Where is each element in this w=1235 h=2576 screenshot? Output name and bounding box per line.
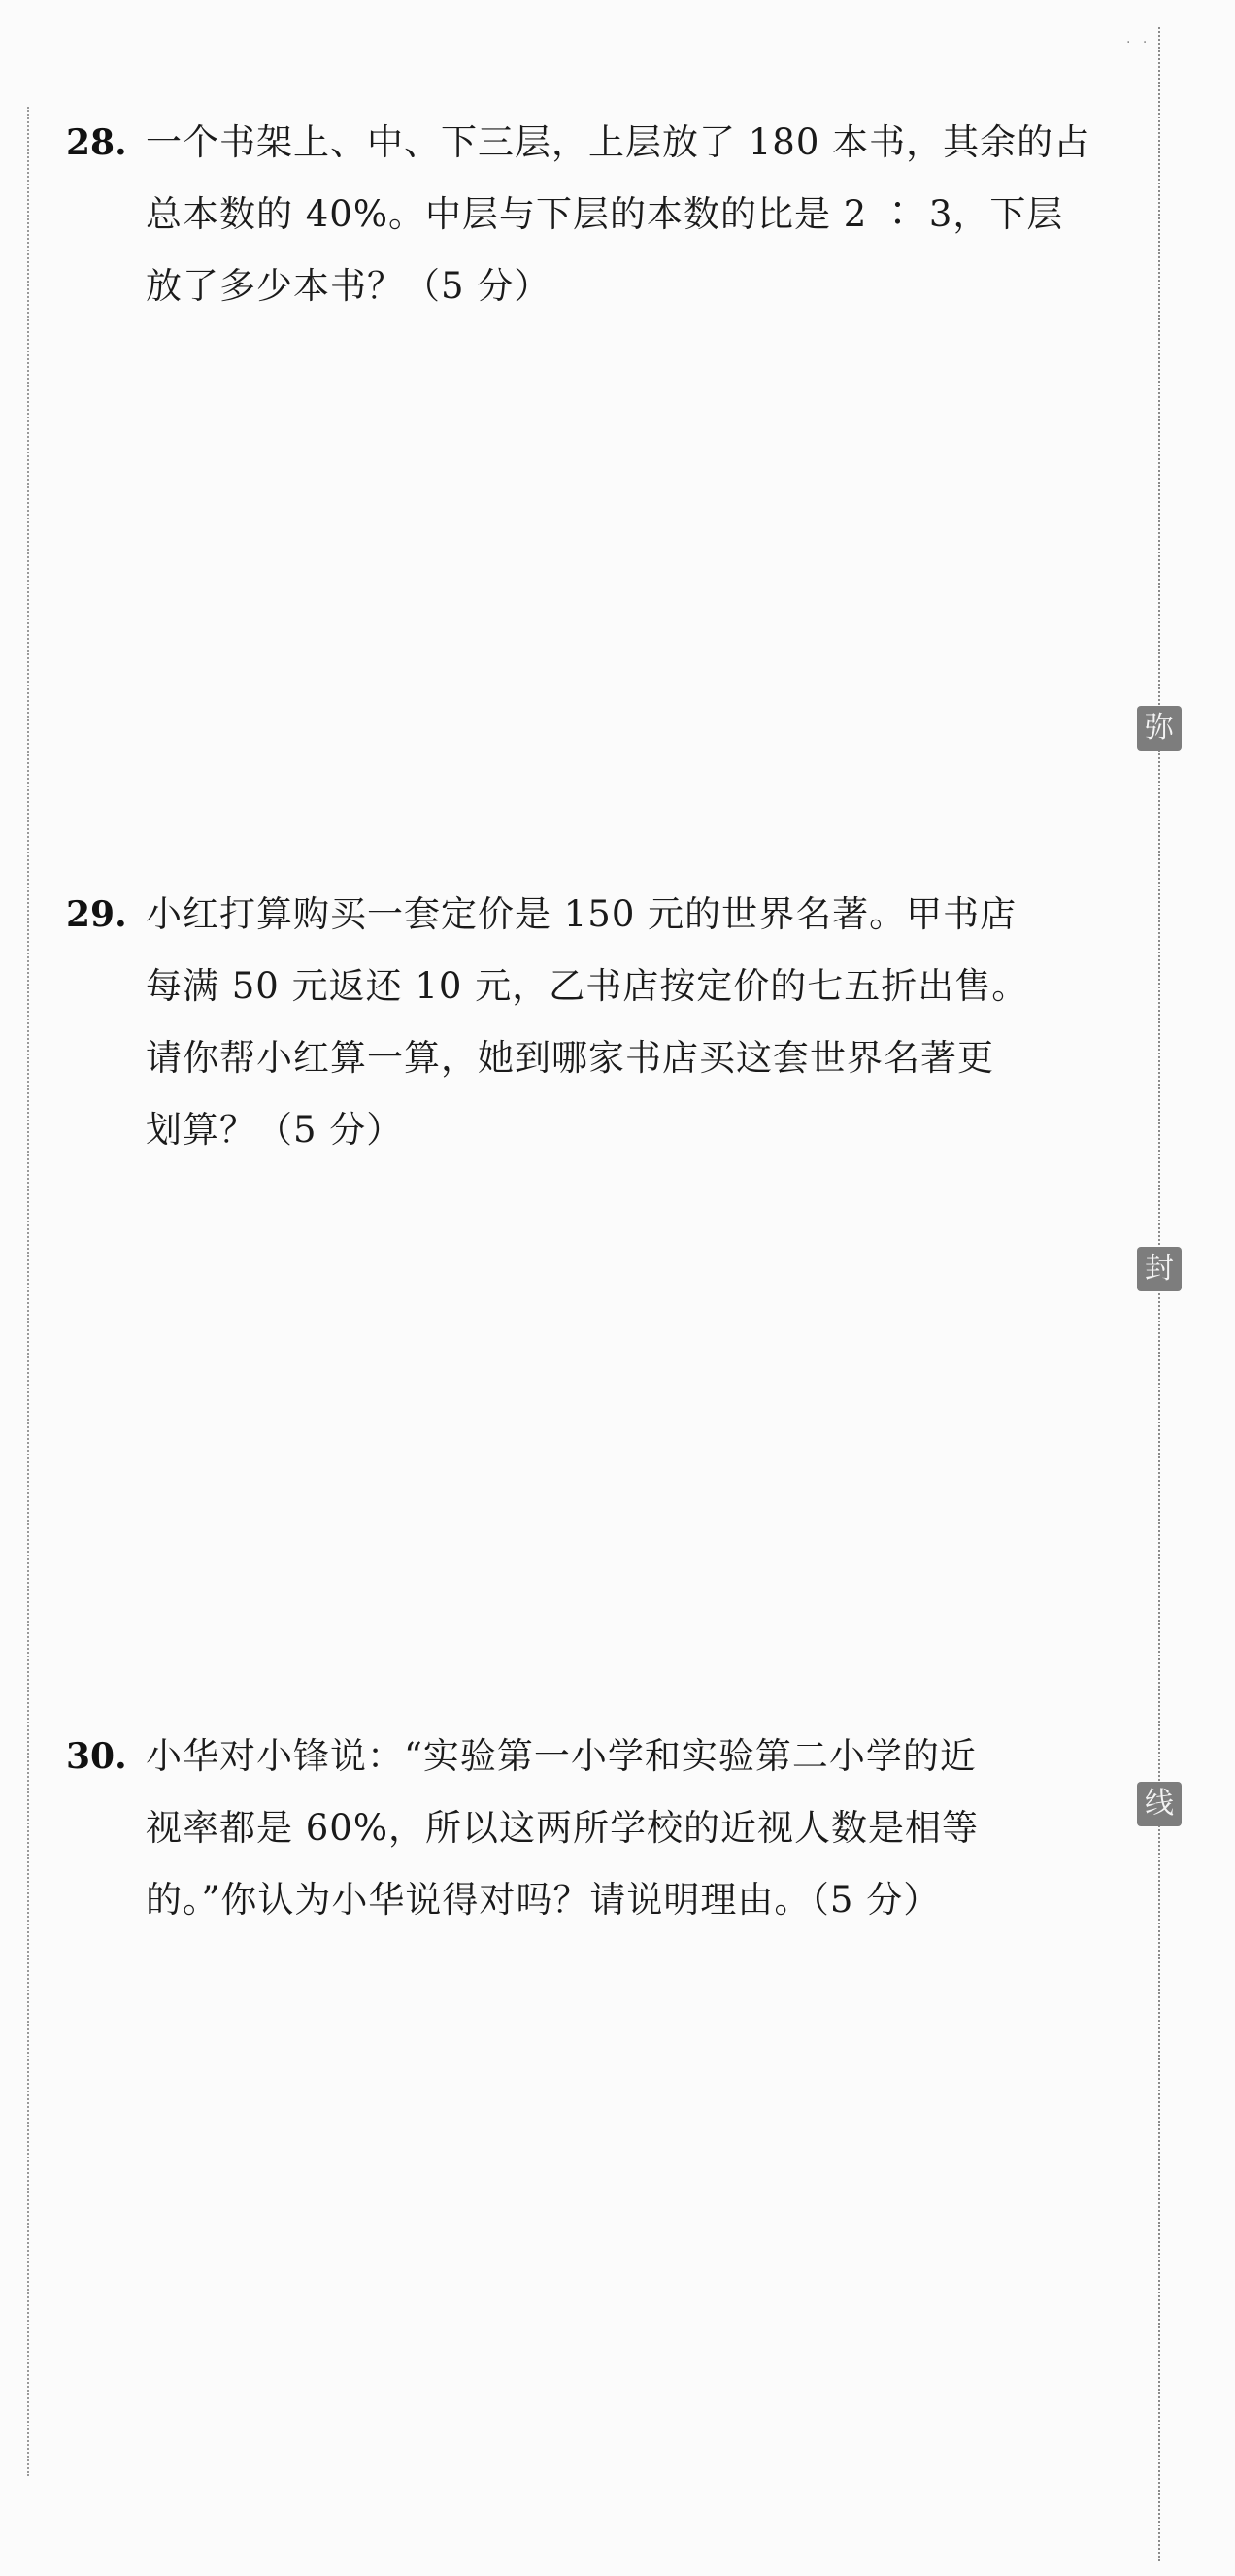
binding-dotted-line xyxy=(1158,27,1160,2561)
question-line: 一个书架上、中、下三层，上层放了 180 本书，其余的占 xyxy=(146,121,1091,163)
question-text xyxy=(146,107,1110,322)
question-line: 请你帮小红算一算，她到哪家书店买这套世界名著更 xyxy=(146,1037,994,1079)
question-text xyxy=(146,1721,1110,1936)
left-margin-dotted-line xyxy=(27,107,29,2476)
corner-mark: · · xyxy=(1126,35,1152,50)
question-number: 28. xyxy=(66,122,127,163)
binding-tag-line: 线 xyxy=(1137,1782,1182,1826)
question-number: 29. xyxy=(66,894,127,935)
question-text xyxy=(146,879,1110,1166)
question-28 xyxy=(66,107,1110,322)
question-line: 视率都是 60%，所以这两所学校的近视人数是相等 xyxy=(146,1807,979,1849)
question-line: 的。”你认为小华说得对吗？请说明理由。（5 分） xyxy=(146,1879,941,1921)
question-line: 总本数的 40%。中层与下层的本数的比是 2 ∶ 3，下层 xyxy=(146,193,1064,235)
question-line: 放了多少本书？（5 分） xyxy=(146,265,551,307)
question-line: 每满 50 元返还 10 元，乙书店按定价的七五折出售。 xyxy=(146,965,1029,1007)
question-line: 划算？（5 分） xyxy=(146,1109,404,1151)
question-29 xyxy=(66,879,1110,1166)
binding-tag-fold: 封 xyxy=(1137,1247,1182,1291)
binding-tag-seal: 弥 xyxy=(1137,706,1182,751)
question-number: 30. xyxy=(66,1736,127,1777)
question-30 xyxy=(66,1721,1110,1936)
question-line: 小红打算购买一套定价是 150 元的世界名著。甲书店 xyxy=(146,893,1018,935)
question-line: 小华对小锋说：“实验第一小学和实验第二小学的近 xyxy=(146,1735,977,1777)
